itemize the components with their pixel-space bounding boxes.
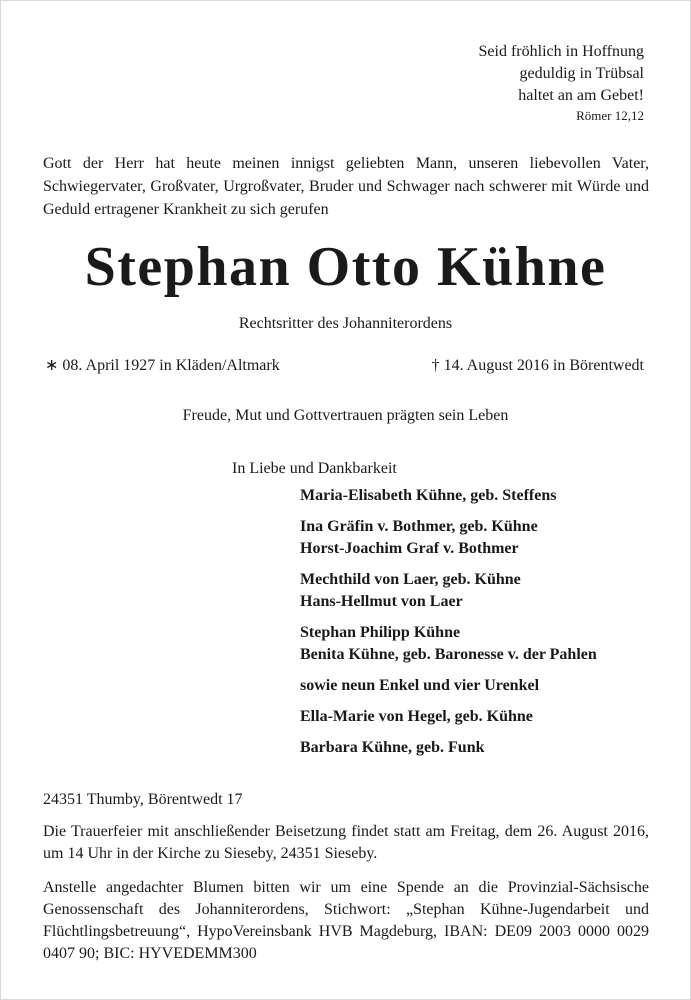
mourner-group [300, 675, 597, 697]
mourner-group [300, 485, 597, 507]
mourner-name: Benita Kühne, geb. Baronesse v. der Pahlen [300, 646, 597, 663]
mourner-name: Ina Gräfin v. Bothmer, geb. Kühne [300, 518, 538, 535]
mourner-name: Stephan Philipp Kühne [300, 624, 461, 641]
motto-line: haltet an am Gebet! [518, 87, 644, 104]
mourner-group [300, 516, 597, 560]
mourner-name: Maria-Elisabeth Kühne, geb. Steffens [300, 487, 557, 504]
funeral-notice: Die Trauerfeier mit anschließender Beisetzung findet statt am Freitag, dem 26. August 2016, um 14 Uhr in der Kirche zu Sieseby, 24351 Sieseby. [43, 823, 649, 862]
mourner-name: Ella-Marie von Hegel, geb. Kühne [300, 708, 533, 725]
mourner-name: Mechthild von Laer, geb. Kühne [300, 571, 521, 588]
motto-line: geduldig in Trübsal [519, 65, 644, 82]
family-address: 24351 Thumby, Börentwedt 17 [43, 791, 243, 808]
mourner-name: sowie neun Enkel und vier Urenkel [300, 677, 540, 694]
deceased-name: Stephan Otto Kühne [84, 236, 607, 298]
motto-reference: Römer 12,12 [576, 108, 644, 123]
birth-date: ∗ 08. April 1927 in Kläden/Altmark [45, 357, 280, 374]
bible-motto [479, 41, 644, 125]
donation-notice: Anstelle angedachter Blumen bitten wir um eine Spende an die Provinzial-Sächsische Genossenschaft des Johanniterordens, Stichwort: „Stephan Kühne-Jugendarbeit und Flüchtlingsbetreuung“, HypoVereinsbank HVB Magdeburg, IBAN: DE09 2003 0000 0029 0407 90; BIC: HYVEDEMM300 [43, 879, 649, 962]
intro-text: Gott der Herr hat heute meinen innigst geliebten Mann, unseren liebevollen Vater, Schwiegervater, Großvater, Urgroßvater, Bruder und Schwager nach schwerer mit Würde und Geduld ertragener Krankheit zu sich gerufen [43, 155, 649, 218]
thanks-line: In Liebe und Dankbarkeit [232, 460, 397, 477]
mourner-name: Horst-Joachim Graf v. Bothmer [300, 540, 519, 557]
death-date: † 14. August 2016 in Börentwedt [431, 357, 644, 374]
tribute-line: Freude, Mut und Gottvertrauen prägten sein Leben [182, 407, 509, 424]
mourner-group [300, 706, 597, 728]
mourner-name: Hans-Hellmut von Laer [300, 593, 463, 610]
mourner-group [300, 569, 597, 613]
mourner-group [300, 622, 597, 666]
mourner-group [300, 737, 597, 759]
deceased-title: Rechtsritter des Johanniterordens [238, 315, 453, 332]
mourner-name: Barbara Kühne, geb. Funk [300, 739, 485, 756]
mourners-list [300, 485, 597, 768]
motto-line: Seid fröhlich in Hoffnung [478, 43, 644, 60]
